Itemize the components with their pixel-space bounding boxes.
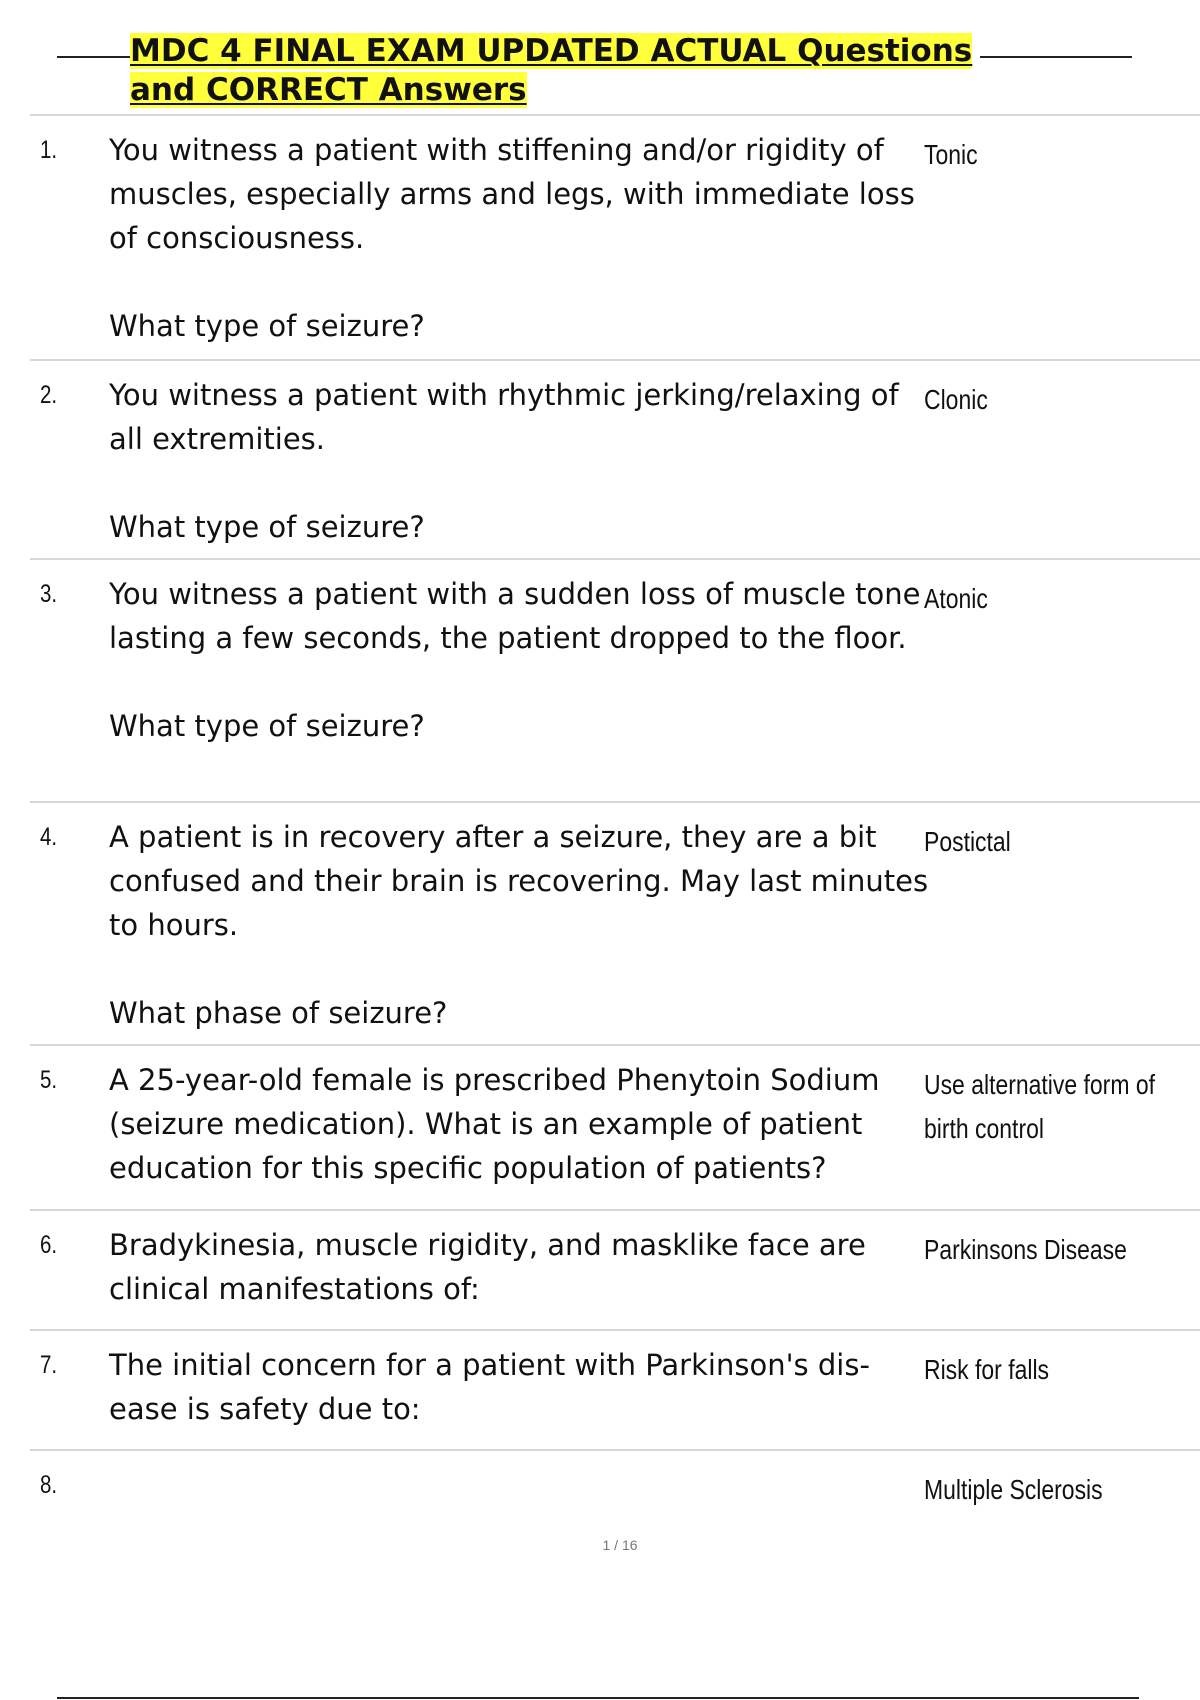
question-text: You witness a patient with a sudden loss of muscle tone lasting a few seconds, the patient dropped to the floor. What type of seizure? bbox=[109, 577, 921, 743]
question-text: You witness a patient with rhythmic jerking/relaxing of all extremities. What type of seizure? bbox=[109, 378, 899, 544]
question-number: 4. bbox=[40, 823, 58, 851]
qa-row bbox=[30, 1044, 1200, 1209]
qa-row bbox=[30, 801, 1200, 1044]
answer-text: Postictal bbox=[924, 826, 1011, 857]
question-number: 8. bbox=[40, 1471, 58, 1499]
document-title: MDC 4 FINAL EXAM UPDATED ACTUAL Questions and CORRECT Answers bbox=[130, 33, 973, 108]
question-text: A 25-year-old female is prescribed Phenytoin Sodium (seizure medication). What is an example of patient education for this specific population of patients? bbox=[109, 1063, 880, 1185]
qa-row bbox=[30, 558, 1200, 801]
question-number: 1. bbox=[40, 136, 58, 164]
question-number: 5. bbox=[40, 1066, 58, 1094]
qa-list bbox=[30, 114, 1200, 1529]
answer-text: Use alternative form of birth control bbox=[924, 1069, 1155, 1144]
question-text: You witness a patient with stiffening and/or rigidity of muscles, especially arms and legs, with immediate loss of consciousness. What type of seizure? bbox=[109, 133, 915, 343]
qa-row bbox=[30, 1329, 1200, 1449]
question-text: A patient is in recovery after a seizure, they are a bit confused and their brain is recovering. May last minutes to hours. What phase of seizure? bbox=[109, 820, 929, 1030]
document-header bbox=[0, 32, 1200, 112]
qa-row bbox=[30, 1209, 1200, 1329]
title-rule-left bbox=[57, 56, 130, 58]
page-number: 1 / 16 bbox=[602, 1537, 638, 1553]
qa-row bbox=[30, 359, 1200, 558]
answer-text: Atonic bbox=[924, 583, 988, 614]
question-number: 3. bbox=[40, 580, 58, 608]
answer-text: Risk for falls bbox=[924, 1354, 1050, 1385]
answer-text: Parkinsons Disease bbox=[924, 1234, 1127, 1265]
question-number: 6. bbox=[40, 1231, 58, 1259]
qa-row bbox=[30, 1449, 1200, 1529]
answer-text: Clonic bbox=[924, 384, 988, 415]
question-text: The initial concern for a patient with Parkinson's dis- ease is safety due to: bbox=[109, 1348, 870, 1426]
qa-row bbox=[30, 114, 1200, 359]
answer-text: Tonic bbox=[924, 139, 978, 170]
question-number: 7. bbox=[40, 1351, 58, 1379]
question-text: Bradykinesia, muscle rigidity, and masklike face are clinical manifestations of: bbox=[109, 1228, 866, 1306]
answer-text: Multiple Sclerosis bbox=[924, 1474, 1103, 1505]
bottom-rule bbox=[57, 1697, 1139, 1699]
question-number: 2. bbox=[40, 381, 58, 409]
title-rule-right bbox=[980, 56, 1132, 58]
